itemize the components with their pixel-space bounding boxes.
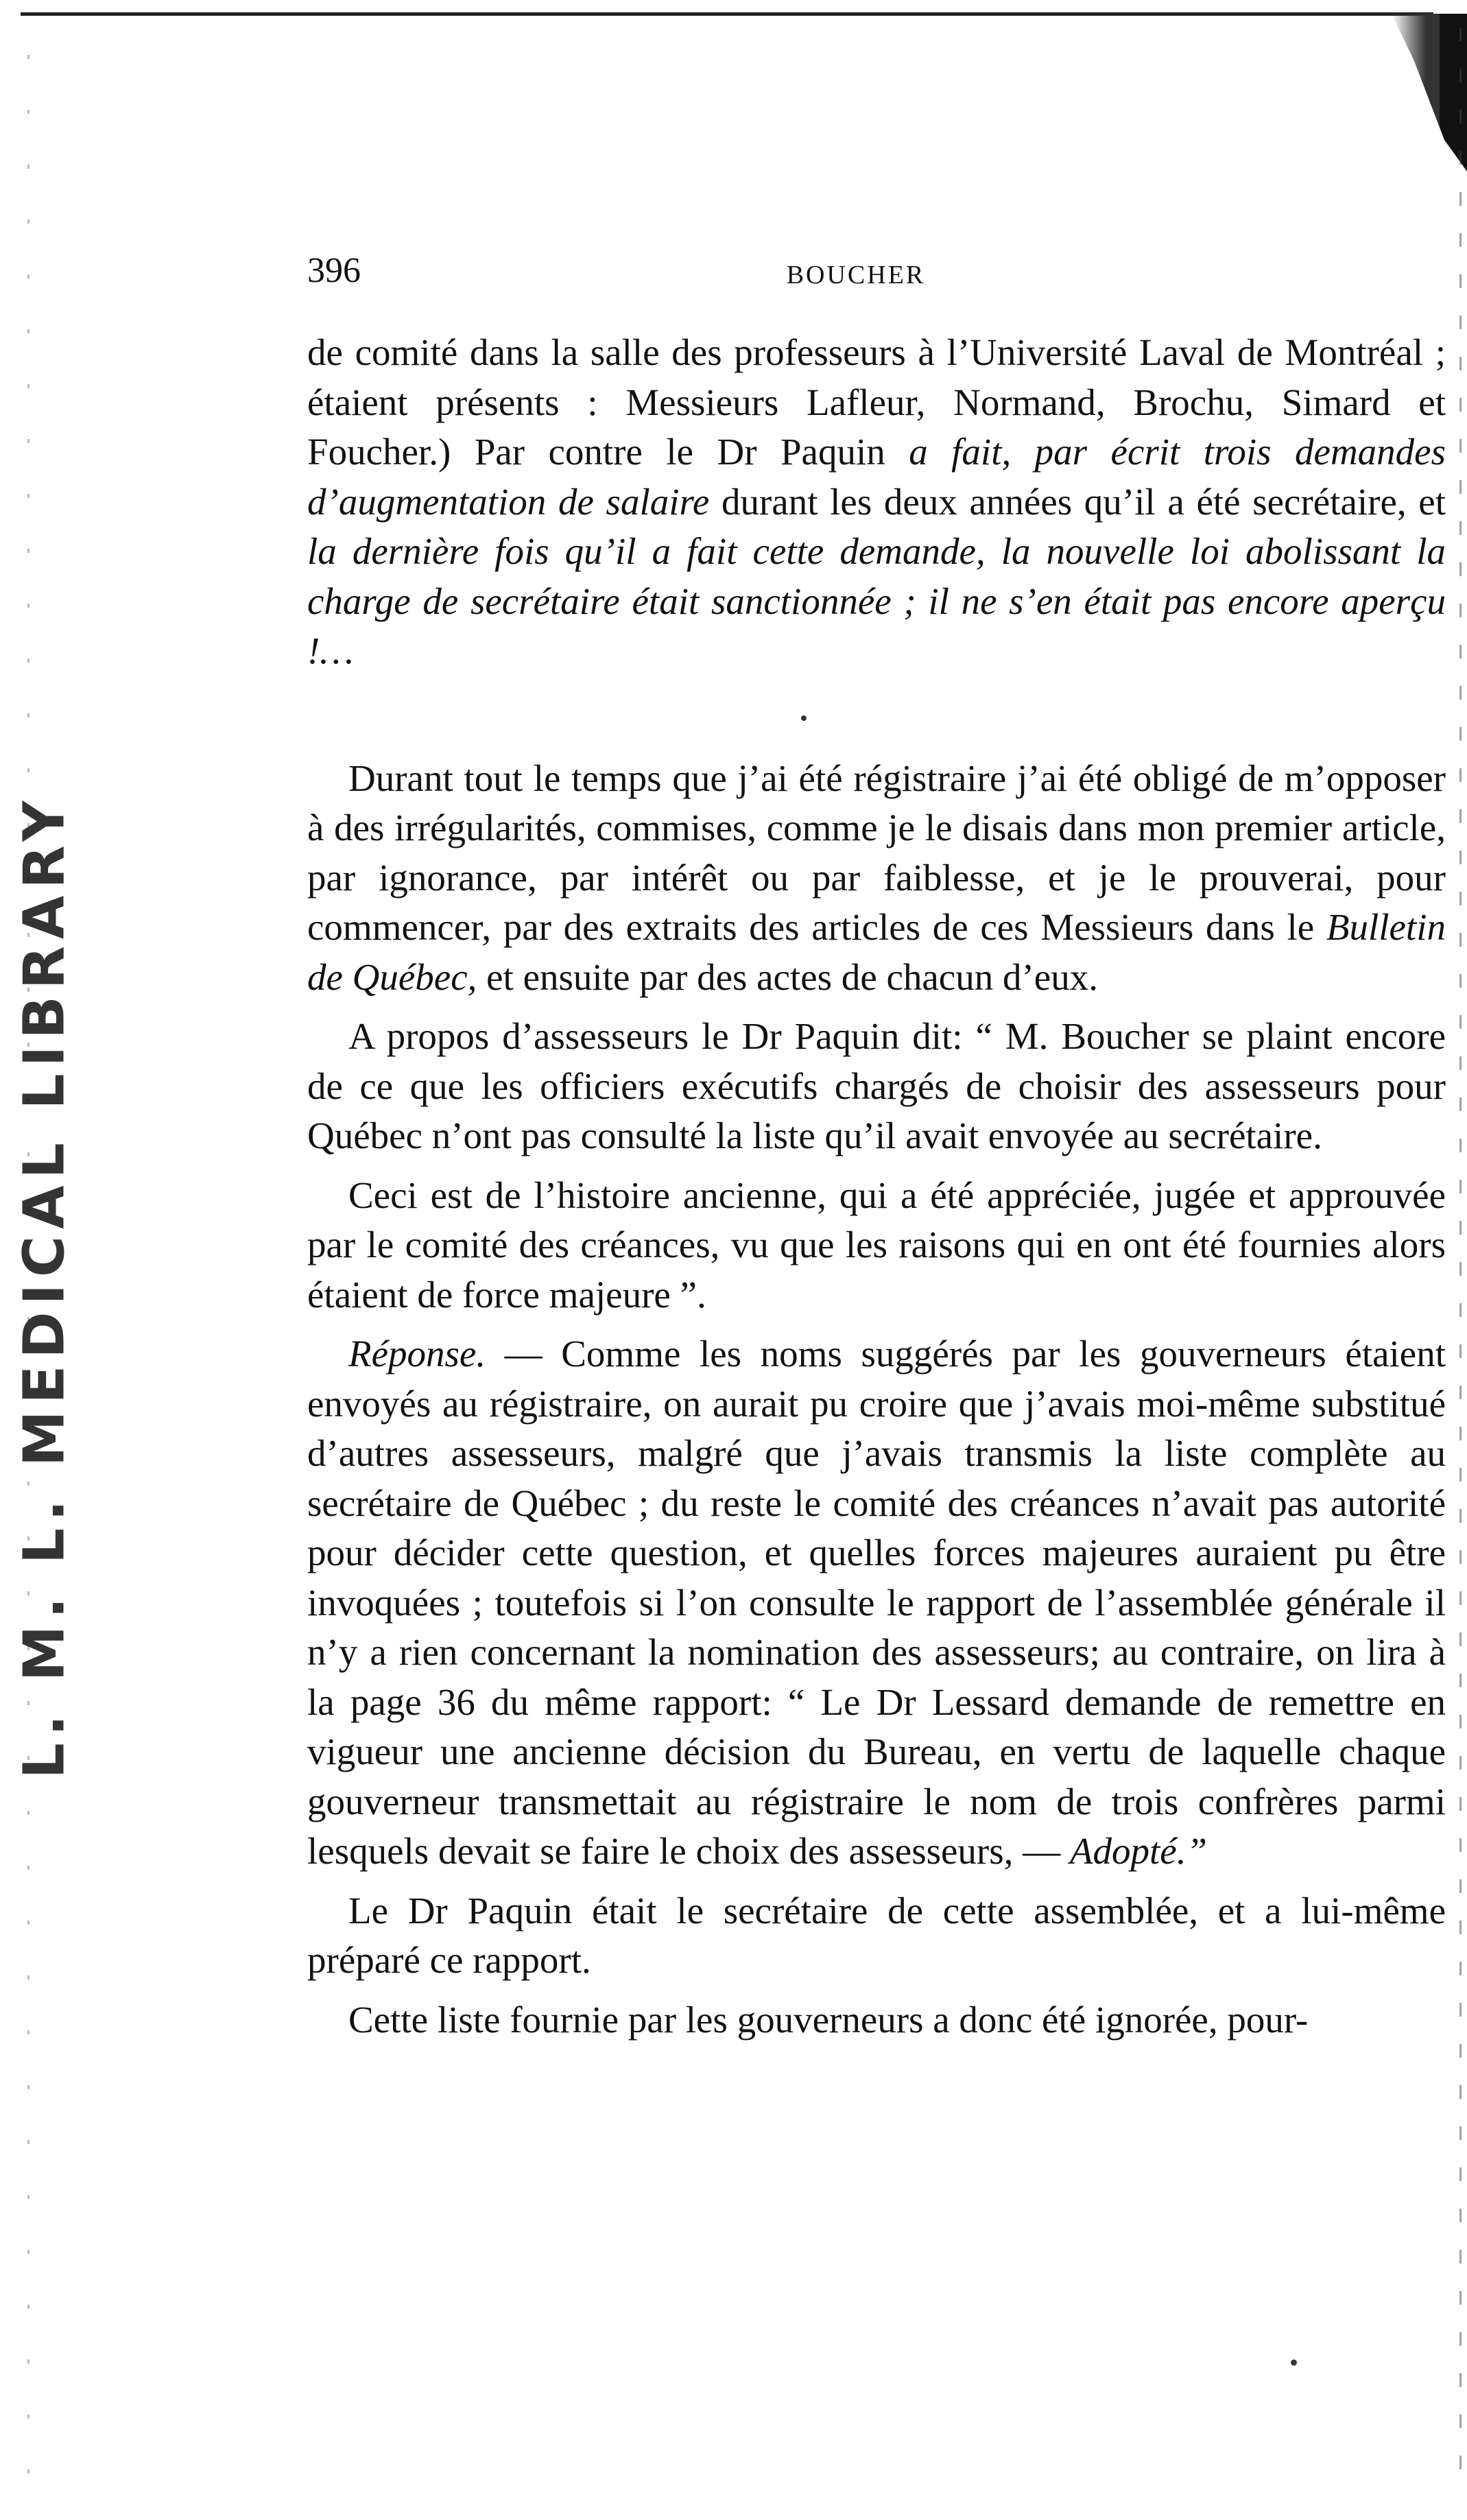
italic-text: Bulletin de Québec, [307, 906, 1446, 998]
running-head: BOUCHER [786, 261, 926, 289]
paragraph [307, 328, 1446, 676]
text-run: Ceci est de l’histoire ancienne, qui a été appréciée, jugée et approuvée par le comité des créances, vu que les raisons qui en ont été fournies alors étaient de force majeure ”. [307, 1174, 1446, 1316]
scan-speck [1291, 2359, 1297, 2366]
text-run: Durant tout le temps que j’ai été régistraire j’ai été obligé de m’opposer à des irrégularités, commises, comme je le disais dans mon premier article, par ignorance, par intérêt ou par faiblesse, et je le prouverai, pour commencer, par des extraits des articles de ces Messieurs dans le [307, 757, 1446, 948]
scan-top-rule [21, 12, 1433, 16]
italic-text: a fait, par écrit trois demandes d’augmentation de salaire [307, 431, 1446, 523]
paragraph [307, 1012, 1446, 1161]
scan-corner-smudge [1392, 14, 1467, 171]
text-run: Le Dr Paquin était le secrétaire de cette assemblée, et a lui-même préparé ce rapport. [307, 1889, 1446, 1981]
page-number: 396 [307, 251, 361, 290]
text-run: Cette liste fournie par les gouverneurs a donc été ignorée, pour- [348, 1998, 1309, 2041]
ornament-dot [801, 715, 807, 721]
text-run: A propos d’assesseurs le Dr Paquin dit: “ M. Boucher se plaint encore de ce que les officiers exécutifs chargés de choisir des assesseurs pour Québec n’ont pas consulté la liste qu’il avait envoyée au secrétaire. [307, 1015, 1446, 1156]
paragraph [307, 1995, 1446, 2045]
scan-right-edge [1459, 27, 1462, 2497]
paragraph [307, 1329, 1446, 1877]
italic-text: Adopté.” [1069, 1830, 1208, 1872]
page-header [307, 250, 1446, 298]
library-stamp [12, 794, 77, 1779]
library-stamp-text: L. M. L. MEDICAL LIBRARY [12, 794, 77, 1779]
italic-text: la dernière fois qu’il a fait cette demande, la nouvelle loi abolissant la charge de secrétaire était sanctionnée ; il ne s’en était pas encore aperçu !… [307, 530, 1446, 671]
paragraph [307, 1171, 1446, 1320]
text-run: et ensuite par des actes de chacun d’eux. [477, 955, 1098, 998]
text-run: de comité dans la salle des professeurs à l’Université Laval de Montréal ; étaient présents : Messieurs Lafleur, Normand, Brochu, Simard et Foucher.) Par contre le Dr Paquin [307, 331, 1446, 473]
text-run: — Comme les noms suggérés par les gouverneurs étaient envoyés au régistraire, on aurait pu croire que j’avais moi-même substitué d’autres assesseurs, malgré que j’avais transmis la liste complète au secrétaire de Québec ; du reste le comité des créances n’avait pas autorité pour décider cette question, et quelles forces majeures auraient pu être invoquées ; toutefois si l’on consulte le rapport de l’assemblée générale il n’y a rien concernant la nomination des assesseurs; au contraire, on lira à la page 36 du même rapport: “ Le Dr Lessard demande de remettre en vigueur une ancienne décision du Bureau, en vertu de laquelle chaque gouverneur transmettait au régistraire le nom de trois confrères parmi lesquels devait se faire le choix des assesseurs, — [307, 1333, 1446, 1872]
paragraph [307, 754, 1446, 1003]
body-text [307, 328, 1446, 2045]
italic-text: Réponse. [348, 1333, 486, 1375]
text-run: durant les deux années qu’il a été secrétaire, et [709, 480, 1446, 523]
paragraph [307, 1886, 1446, 1986]
